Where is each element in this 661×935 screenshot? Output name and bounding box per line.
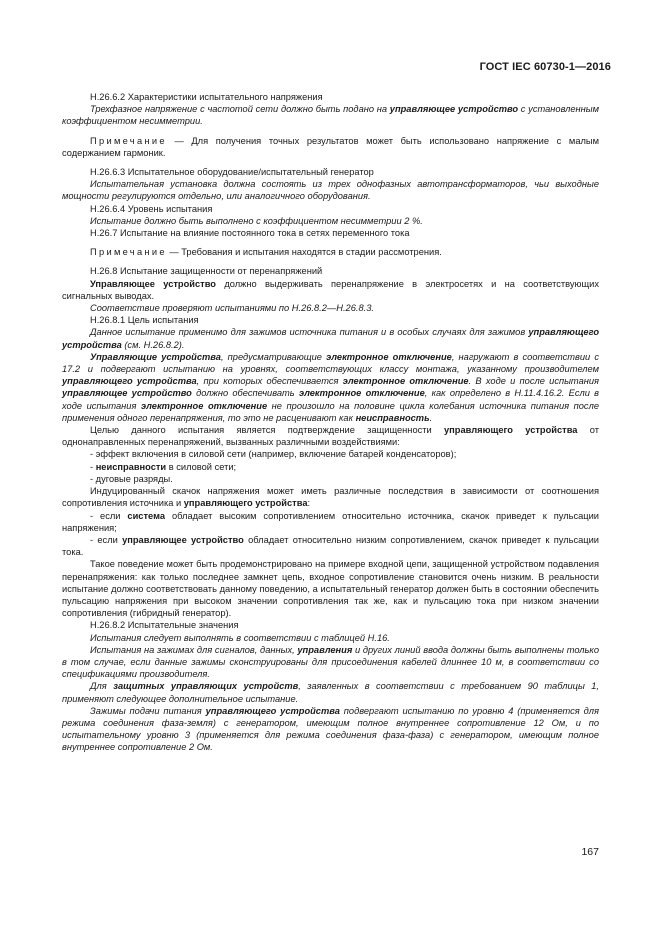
- page-number: 167: [581, 846, 599, 858]
- paragraph: [62, 265, 599, 277]
- paragraph: [62, 91, 599, 103]
- paragraph: [62, 351, 599, 424]
- text-run: электронное отключение: [298, 388, 425, 399]
- text-run: электронное отключение: [326, 351, 452, 362]
- standard-header: ГОСТ IEC 60730-1—2016: [479, 61, 611, 73]
- text-run: H.26.6.3 Испытательное оборудование/испытательный генератор: [90, 167, 374, 178]
- text-run: H.26.8.2 Испытательные значения: [90, 620, 239, 631]
- text-run: Целью данного испытания является подтверждение защищенности: [90, 425, 445, 436]
- text-run: с установленным коэффициентом несимметрии.: [62, 104, 599, 127]
- paragraph: [62, 705, 599, 754]
- text-run: подвергают испытанию по уровню 4 (применяется для режима соединения фаза-земля) с генератором, имеющим полное внутреннее сопротивление 12 Ом, и по испытательному уровню 3 (применяется для режима соединения фаза-фаза) с генератором, имеющим полное внутреннее сопротивление 2 Ом.: [62, 705, 600, 753]
- paragraph: [62, 326, 599, 350]
- text-run: Соответствие проверяют испытаниями по H.26.8.2—H.26.8.3.: [90, 303, 374, 314]
- text-run: Управляющие устройства: [90, 351, 221, 362]
- paragraph: [62, 680, 599, 704]
- text-run: Управляющее устройство: [90, 278, 216, 289]
- text-run: - если: [90, 510, 128, 521]
- paragraph: [62, 558, 599, 619]
- text-run: и других линий ввода должны быть выполнены только в том случае, если данные зажимы сконструированы для присоединения кабелей длиннее 10 м, в соответствии со спецификациями производителя.: [62, 644, 599, 680]
- paragraph: [62, 485, 599, 509]
- paragraph: [62, 510, 599, 534]
- text-run: — Для получения точных результатов может быть использовано напряжение с малым содержанием гармоник.: [62, 135, 599, 158]
- text-run: управляющее устройство: [389, 104, 519, 115]
- paragraph: [62, 448, 599, 460]
- paragraph: [62, 278, 599, 302]
- text-run: H.26.8.1 Цель испытания: [90, 315, 199, 326]
- text-run: :: [307, 498, 311, 509]
- paragraph: [62, 302, 599, 314]
- text-run: , предусматривающие: [220, 351, 327, 362]
- note-label: Примечание: [90, 135, 167, 146]
- text-run: Для: [90, 681, 114, 692]
- text-run: . В ходе и после испытания: [468, 376, 599, 387]
- paragraph: [62, 424, 599, 448]
- text-run: должно обеспечивать: [191, 388, 299, 399]
- paragraph: [62, 314, 599, 326]
- paragraph: [62, 203, 599, 215]
- text-run: обладает высоким сопротивлением относительно источника, скачок приведет к пульсации напряжения;: [62, 510, 599, 533]
- paragraph: [62, 534, 599, 558]
- paragraph: [62, 644, 599, 681]
- text-run: -: [90, 461, 96, 472]
- text-run: неисправности: [95, 461, 167, 472]
- text-run: — Требования и испытания находятся в стадии рассмотрения.: [166, 247, 442, 258]
- paragraph: [62, 103, 599, 127]
- text-run: управляющего устройства: [205, 705, 340, 716]
- paragraph: [62, 461, 599, 473]
- document-body: [62, 91, 599, 754]
- text-run: (см. H.26.8.2).: [121, 339, 185, 350]
- text-run: защитных управляющих устройств: [113, 681, 299, 692]
- note-label: Примечание: [90, 247, 167, 258]
- text-run: электронное отключение: [342, 376, 469, 387]
- text-run: H.26.8 Испытание защищенности от перенапряжений: [90, 266, 323, 277]
- text-run: не произошло на половине цикла колебания источника питания после применения одного перенапряжения, то это не расценивают как: [62, 400, 599, 423]
- paragraph: [62, 166, 599, 178]
- text-run: - если: [90, 534, 123, 545]
- text-run: управляющего устройства: [444, 425, 578, 436]
- paragraph: [62, 246, 599, 258]
- text-run: электронное отключение: [141, 400, 268, 411]
- text-run: управляющее устройство: [122, 534, 244, 545]
- text-run: .: [429, 412, 433, 423]
- text-run: H.26.7 Испытание на влияние постоянного тока в сетях переменного тока: [90, 228, 410, 239]
- text-run: управляющее устройство: [62, 388, 192, 399]
- paragraph: [62, 632, 599, 644]
- text-run: Испытательная установка должна состоять из трех однофазных автотрансформаторов, чьи выходные мощности регулируются отдельно, или аналогичного оборудования.: [62, 179, 599, 202]
- text-run: управляющего устройства: [183, 498, 308, 509]
- text-run: Такое поведение может быть продемонстрировано на примере входной цепи, защищенной устройством подавления перенапряжения: как только последнее замкнет цепь, входное сопротивление становится очень низким. В реальности испытание должно соответствовать данному поведению, а испытательный генератор должен быть в состоянии обеспечить пульсацию напряжения при высоком значении сопротивления так же, как и пульсацию тока при низком значении сопротивления (гибридный генератор).: [62, 559, 599, 619]
- text-run: Индуцированный скачок напряжения может иметь различные последствия в зависимости от соотношения сопротивления источника и: [62, 486, 599, 509]
- text-run: H.26.6.2 Характеристики испытательного напряжения: [90, 92, 323, 102]
- paragraph: [62, 178, 599, 202]
- text-run: Данное испытание применимо для зажимов источника питания и в особых случаях для зажимов: [90, 327, 529, 338]
- text-run: , нагружают в соответствии с 17.2 и подвергают испытанию на уровнях, соответствующих классу монтажа, указанному производителем: [62, 351, 599, 375]
- paragraph: [62, 135, 599, 159]
- text-run: неисправность: [355, 412, 430, 423]
- text-run: управляющего устройства: [62, 327, 599, 350]
- paragraph: [62, 619, 599, 631]
- text-run: обладает относительно низким сопротивлением, скачок приведет к пульсации тока.: [62, 534, 599, 558]
- text-run: в силовой сети;: [166, 461, 237, 472]
- text-run: Испытания на зажимах для сигналов, данных,: [90, 644, 298, 655]
- text-run: система: [127, 510, 166, 521]
- text-run: Испытание должно быть выполнено с коэффициентом несимметрии 2 %.: [90, 215, 423, 226]
- text-run: - эффект включения в силовой сети (например, включение батарей конденсаторов);: [90, 449, 457, 460]
- text-run: - дуговые разряды.: [90, 473, 173, 484]
- text-run: должно выдерживать перенапряжение в электросетях и на соответствующих сигнальных выводах.: [62, 278, 599, 301]
- text-run: H.26.6.4 Уровень испытания: [90, 203, 213, 214]
- paragraph: [62, 215, 599, 227]
- text-run: , при которых обеспечивается: [196, 376, 343, 387]
- text-run: Испытания следует выполнять в соответствии с таблицей H.16.: [90, 632, 390, 643]
- text-run: Трехфазное напряжение с частотой сети должно быть подано на: [90, 104, 390, 115]
- text-run: управляющего устройства: [62, 376, 197, 387]
- paragraph: [62, 227, 599, 239]
- text-run: , заявленных в соответствии с требованием 90 таблицы 1, применяют следующее дополнительное испытание.: [62, 681, 600, 704]
- text-run: , как определено в H.11.4.16.2. Если в ходе испытания: [62, 388, 600, 411]
- text-run: Зажимы подачи питания: [90, 705, 206, 716]
- text-run: управления: [297, 644, 353, 655]
- text-run: от однонаправленных перенапряжений, вызванных различными воздействиями:: [62, 425, 600, 448]
- paragraph: [62, 473, 599, 485]
